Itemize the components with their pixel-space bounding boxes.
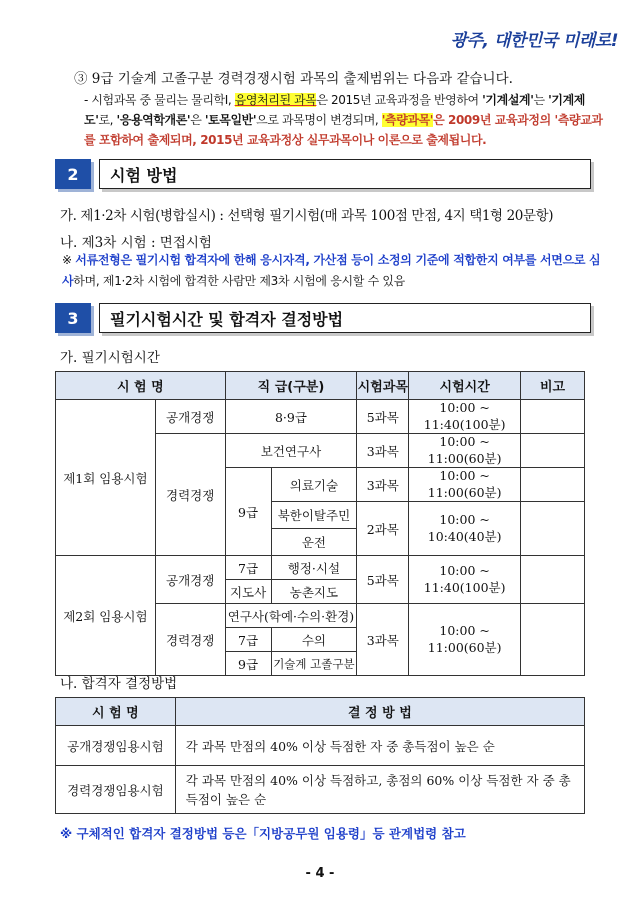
pass-method-table <box>55 697 585 814</box>
grade-cell: 지도사 <box>225 580 271 604</box>
grade-cell: 7급 <box>225 556 271 580</box>
remark-cell <box>521 400 585 434</box>
page-number: - 4 - <box>305 866 335 881</box>
time-cell: 10:00 ~ 11:40(100분) <box>409 556 521 604</box>
section-2-header <box>55 159 591 189</box>
kind-cell: 수의 <box>271 628 357 652</box>
intro-highlight: 음영처리된 과목 <box>234 93 317 107</box>
intro-bold: '응용역학개론' <box>116 113 191 127</box>
intro-text: 은 <box>190 113 205 127</box>
subject-cell: 5과목 <box>357 556 409 604</box>
note-text: 하며, 제1·2차 시험에 합격한 사람만 제3차 시험에 응시할 수 있음 <box>73 274 405 288</box>
kind-cell: 운전 <box>271 529 357 556</box>
kind-cell: 행정·시설 <box>271 556 357 580</box>
exam-name-cell: 공개경쟁임용시험 <box>56 726 176 766</box>
intro-text: - 시험과목 중 물리는 물리학Ⅰ, <box>84 93 235 107</box>
intro-text: 으로 과목명이 변경되며, <box>256 113 382 127</box>
remark-cell <box>521 468 585 502</box>
exam-name-cell: 제2회 임용시험 <box>56 556 156 676</box>
grade-cell: 8·9급 <box>225 400 357 434</box>
intro-bold: '기계제도' <box>84 93 585 127</box>
kind-cell: 의료기술 <box>271 468 357 502</box>
subject-cell: 3과목 <box>357 604 409 676</box>
slogan-logo: 광주, 대한민국 미래로! <box>450 31 618 51</box>
grade-cell: 9급 <box>225 652 271 676</box>
section-number: 3 <box>55 303 91 333</box>
intro-red: 은 2009년 교육과정의 '측량교과를 포함하여 출제되며, 2015년 교육과정상 실무과목이나 이론으로 출제됩니다. <box>84 113 603 147</box>
intro-bold: '기계설계' <box>482 93 534 107</box>
kind-cell: 기술계 고졸구분 <box>271 652 357 676</box>
section-3-header <box>55 303 591 333</box>
note-emphasis: 서류전형은 필기시험 합격자에 한해 응시자격, 가산점 등이 소정의 기준에 적합한지 여부를 서면으로 심사 <box>62 253 601 288</box>
kind-cell: 농촌지도 <box>271 580 357 604</box>
category-cell: 경력경쟁 <box>155 604 225 676</box>
exam-name-cell: 경력경쟁임용시험 <box>56 766 176 814</box>
time-cell: 10:00 ~ 11:00(60분) <box>409 468 521 502</box>
footnote: ※ 구체적인 합격자 결정방법 등은「지방공무원 임용령」등 관계법령 참고 <box>60 826 466 841</box>
method-b: 나. 제3차 시험 : 면접시험 <box>60 235 212 251</box>
intro-sub-note <box>84 90 604 150</box>
method-a: 가. 제1·2차 시험(병합실시) : 선택형 필기시험(매 과목 100점 만점, 4지 택1형 20문항) <box>60 208 554 224</box>
col-header: 시 험 명 <box>56 698 176 726</box>
method-cell: 각 과목 만점의 40% 이상 득점한 자 중 총득점이 높은 순 <box>175 726 584 766</box>
col-header: 비고 <box>521 372 585 400</box>
remark-cell <box>521 604 585 676</box>
grade-cell: 보건연구사 <box>225 434 357 468</box>
section-number: 2 <box>55 159 91 189</box>
category-cell: 공개경쟁 <box>155 400 225 434</box>
intro-bold: '토목일반' <box>204 113 257 127</box>
remark-cell <box>521 502 585 556</box>
intro-item-3: ③ 9급 기술계 고졸구분 경력경쟁시험 과목의 출제범위는 다음과 같습니다. <box>74 71 513 87</box>
method-cell: 각 과목 만점의 40% 이상 득점하고, 총점의 60% 이상 득점한 자 중 총득점이 높은 순 <box>175 766 584 814</box>
section-title: 필기시험시간 및 합격자 결정방법 <box>99 303 591 333</box>
subject-cell: 3과목 <box>357 434 409 468</box>
intro-block <box>74 68 604 150</box>
grade-cell: 9급 <box>225 468 271 556</box>
intro-text: 로, <box>98 113 117 127</box>
subject-cell: 2과목 <box>357 502 409 556</box>
pass-subtitle: 나. 합격자 결정방법 <box>60 676 178 692</box>
col-header: 시험시간 <box>409 372 521 400</box>
subject-cell: 5과목 <box>357 400 409 434</box>
category-cell: 경력경쟁 <box>155 434 225 556</box>
method-note <box>62 250 602 292</box>
time-cell: 10:00 ~ 11:40(100분) <box>409 400 521 434</box>
col-header: 직 급(구분) <box>225 372 357 400</box>
remark-cell <box>521 556 585 604</box>
time-cell: 10:00 ~ 11:00(60분) <box>409 434 521 468</box>
section-title: 시험 방법 <box>99 159 591 189</box>
intro-red: '측량과목' <box>381 113 434 127</box>
time-cell: 10:00 ~ 10:40(40분) <box>409 502 521 556</box>
subject-cell: 3과목 <box>357 468 409 502</box>
col-header: 결 정 방 법 <box>175 698 584 726</box>
col-header: 시험과목 <box>357 372 409 400</box>
note-mark: ※ <box>62 253 76 267</box>
category-cell: 공개경쟁 <box>155 556 225 604</box>
col-header: 시 험 명 <box>56 372 226 400</box>
exam-name-cell: 제1회 임용시험 <box>56 400 156 556</box>
kind-cell: 북한이탈주민 <box>271 502 357 529</box>
time-cell: 10:00 ~ 11:00(60분) <box>409 604 521 676</box>
grade-cell: 연구사(학예·수의·환경) <box>225 604 357 628</box>
time-subtitle: 가. 필기시험시간 <box>60 350 160 366</box>
grade-cell: 7급 <box>225 628 271 652</box>
intro-text: 은 2015년 교육과정을 반영하여 <box>316 93 483 107</box>
exam-time-table <box>55 371 585 676</box>
remark-cell <box>521 434 585 468</box>
intro-text: 는 <box>533 93 545 107</box>
